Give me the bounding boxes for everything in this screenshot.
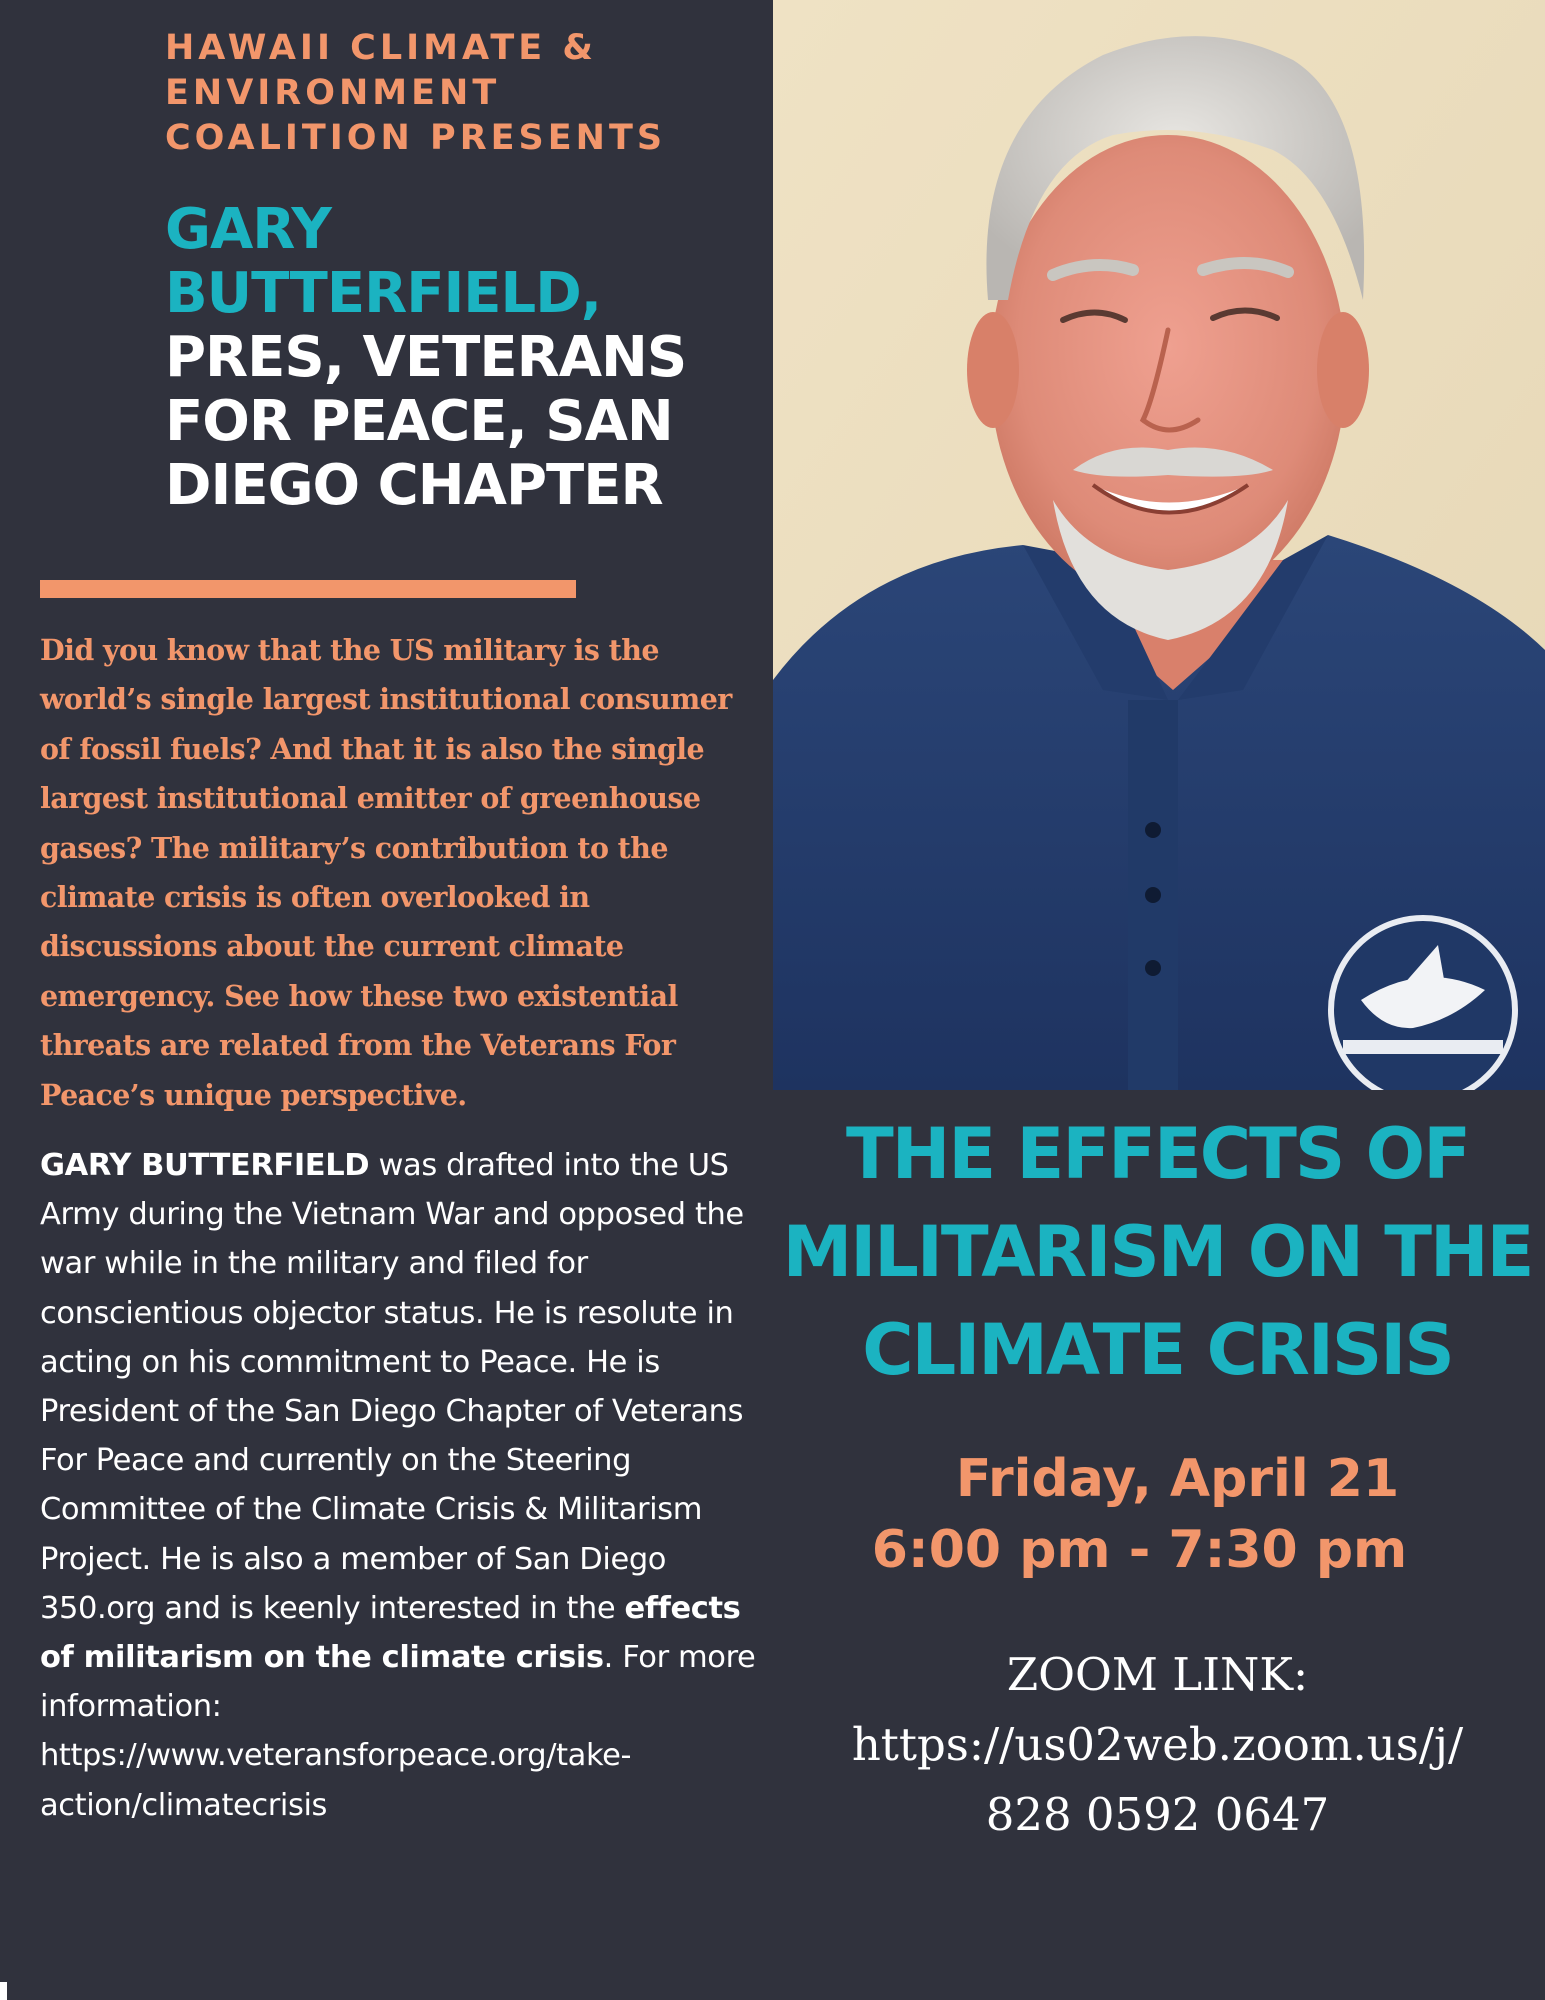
bio-name: GARY BUTTERFIELD <box>40 1148 370 1183</box>
corner-mark <box>0 1982 7 2000</box>
bio-text-2: . For more information: https://www.veteransforpeace.org/take-action/climatecrisis <box>40 1640 756 1823</box>
intro-paragraph: Did you know that the US military is the world’s single largest institutional consumer of fossil fuels? And that it is also the single largest institutional emitter of greenhouse gases? The military’s contribution to the climate crisis is often overlooked in discussions about the current climate emergency. See how these two existential threats are related from the Veterans For Peace’s unique perspective. <box>40 633 732 1112</box>
veterans-for-peace-emblem <box>1331 918 1515 1090</box>
presenter-heading: HAWAII CLIMATE & ENVIRONMENT COALITION PRESENTS <box>165 28 667 158</box>
speaker-heading <box>165 198 725 518</box>
speaker-name: GARY BUTTERFIELD, <box>165 197 601 326</box>
speaker-role: PRES, VETERANS FOR PEACE, SAN DIEGO CHAPTER <box>165 325 687 518</box>
event-time: 6:00 pm - 7:30 pm <box>871 1520 1408 1580</box>
zoom-info <box>770 1640 1545 1850</box>
event-title: THE EFFECTS OF MILITARISM ON THE CLIMATE CRISIS <box>782 1113 1533 1391</box>
event-date: Friday, April 21 <box>955 1449 1400 1509</box>
bio-paragraph <box>40 1141 775 1830</box>
zoom-meeting-id: 828 0592 0647 <box>985 1788 1330 1841</box>
zoom-url-link[interactable]: https://us02web.zoom.us/j/ <box>851 1718 1464 1771</box>
section-divider <box>40 580 576 598</box>
zoom-label: ZOOM LINK: <box>1006 1648 1309 1701</box>
speaker-photo <box>773 0 1545 1090</box>
bio-text-1: was drafted into the US Army during the Vietnam War and opposed the war while in the military and filed for conscientious objector status. He is resolute in acting on his commitment to Peace. He is President of the San Diego Chapter of Veterans For Peace and currently on the Steering Committee of the Climate Crisis & Militarism Project. He is also a member of San Diego 350.org and is keenly interested in the <box>40 1148 744 1626</box>
bio-emphasis: effects of militarism on the climate crisis <box>40 1590 741 1676</box>
